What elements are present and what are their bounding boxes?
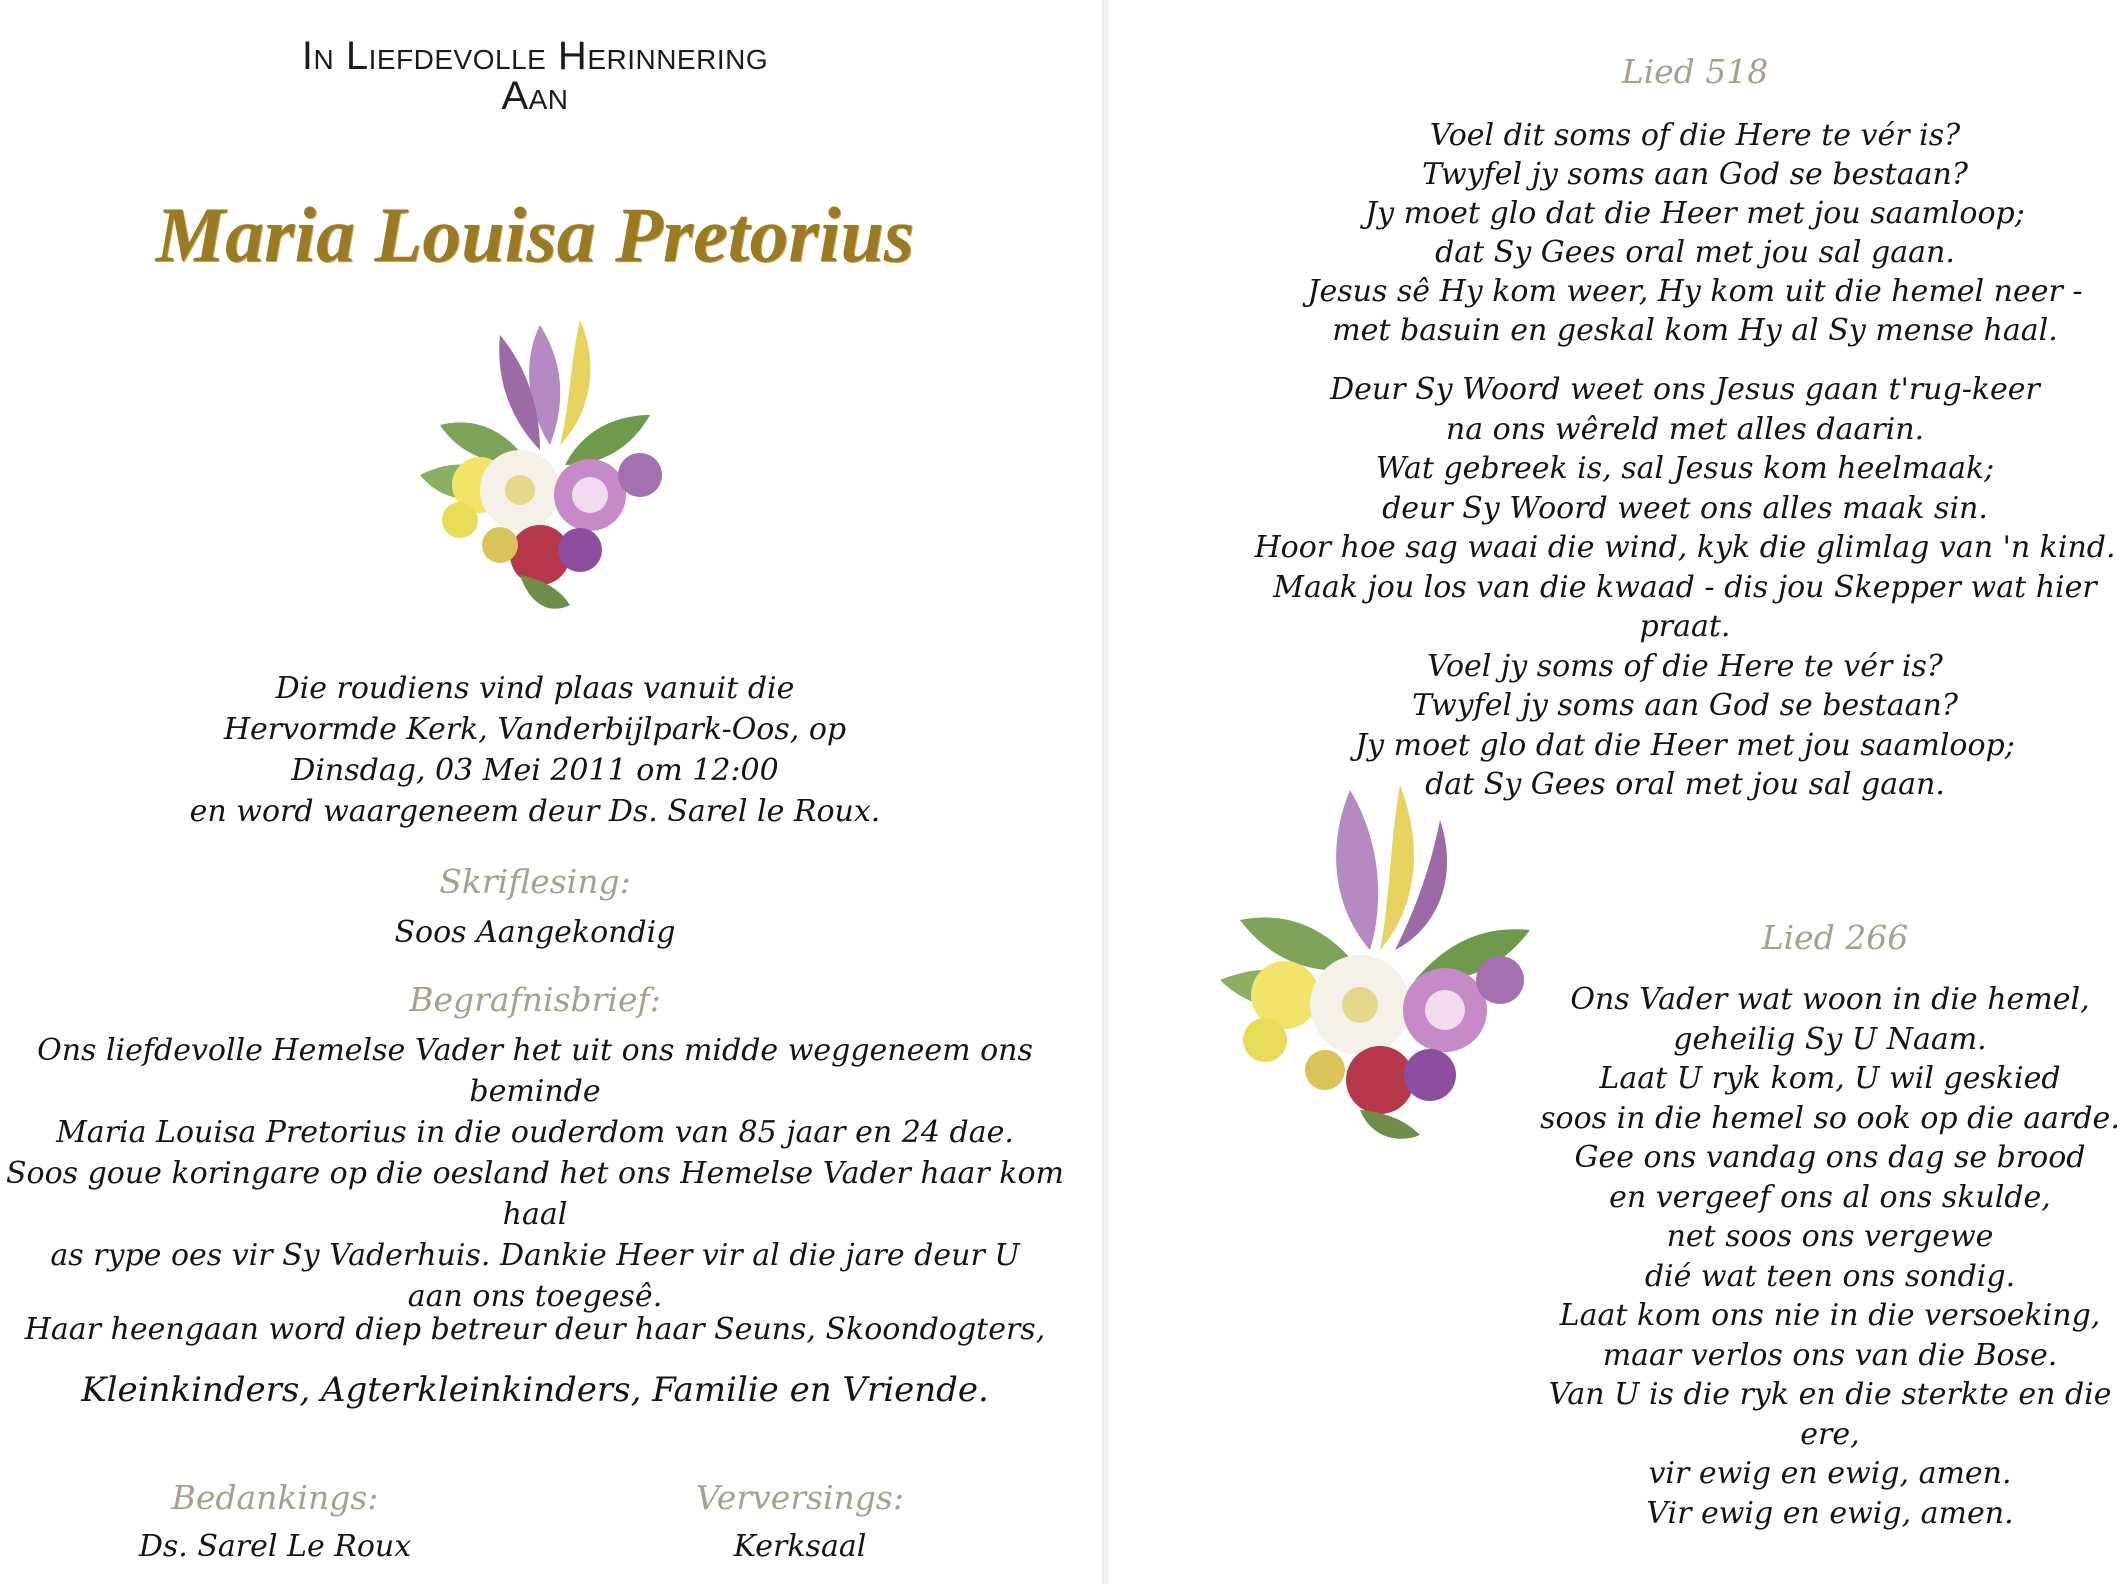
letter-line: Ons liefdevolle Hemelse Vader het uit ons midde weggeneem ons beminde: [37, 1033, 1033, 1109]
hymn-line: vir ewig en ewig, amen.: [1648, 1456, 2012, 1491]
hymn-line: soos in die hemel so ook op die aarde.: [1540, 1100, 2120, 1136]
hymn-266-title: Lied 266: [1761, 918, 1909, 957]
funeral-letter: [5, 1030, 1065, 1317]
deceased-name: Maria Louisa Pretorius: [155, 191, 915, 278]
hymn-518-verse-2: [1240, 370, 2128, 805]
hymn-518-title: Lied 518: [1621, 52, 1769, 91]
hymn-line: Voel dit soms of die Here te vér is?: [1429, 118, 1961, 153]
hymn-line: na ons wêreld met alles daarin.: [1445, 411, 1925, 447]
mourners: [20, 1300, 1050, 1420]
reading-title: Skriflesing:: [439, 862, 631, 901]
flower-bouquet-icon: [1210, 780, 1580, 1150]
hymn-line: Twyfel jy soms aan God se bestaan?: [1422, 157, 1968, 192]
hymn-line: Deur Sy Woord weet ons Jesus gaan t'rug-keer: [1330, 372, 2040, 407]
hymn-line: Hoor hoe sag waai die wind, kyk die glimlag van 'n kind.: [1254, 530, 2116, 565]
hymn-line: met basuin en geskal kom Hy al Sy mense haal.: [1332, 313, 2058, 348]
letter-line: Soos goue koringare op die oesland het ons Hemelse Vader haar kom haal: [5, 1156, 1064, 1232]
hymn-266-text: [1530, 980, 2128, 1533]
hymn-line: Gee ons vandag ons dag se brood: [1574, 1140, 2086, 1175]
hymn-line: dat Sy Gees oral met jou sal gaan.: [1435, 235, 1955, 270]
refreshments-title: Verversings:: [696, 1478, 904, 1517]
hymn-518-verse-1: [1260, 116, 2128, 350]
service-line: en word waargeneem deur Ds. Sarel le Roux.: [189, 794, 881, 829]
hymn-line: geheilig Sy U Naam.: [1673, 1021, 1987, 1057]
memorial-heading: [150, 36, 920, 116]
hymn-line: Jy moet glo dat die Heer met jou saamloop;: [1355, 727, 2015, 763]
hymn-line: Vir ewig en ewig, amen.: [1646, 1495, 2014, 1531]
hymn-line: Laat kom ons nie in die versoeking,: [1559, 1298, 2101, 1333]
service-line: Hervormde Kerk, Vanderbijlpark-Oos, op: [223, 712, 847, 747]
hymn-line: Jesus sê Hy kom weer, Hy kom uit die hemel neer -: [1307, 274, 2083, 309]
heading-line-1: In Liefdevolle Herinnering: [301, 34, 769, 78]
letter-line: Maria Louisa Pretorius in die ouderdom van 85 jaar en 24 dae.: [56, 1115, 1014, 1150]
hymn-line: dat Sy Gees oral met jou sal gaan.: [1425, 767, 1945, 802]
letter-line: as rype oes vir Sy Vaderhuis. Dankie Heer vir al die jare deur U: [50, 1238, 1020, 1273]
hymn-line: deur Sy Woord weet ons alles maak sin.: [1382, 490, 1988, 526]
hymn-line: net soos ons vergewe: [1666, 1219, 1994, 1254]
thanks-title: Bedankings:: [171, 1478, 379, 1517]
letter-title: Begrafnisbrief:: [409, 980, 661, 1019]
thanks-text: Ds. Sarel Le Roux: [138, 1529, 412, 1564]
reading-text: Soos Aangekondig: [394, 915, 676, 950]
refreshments-text: Kerksaal: [733, 1529, 867, 1564]
hymn-line: maar verlos ons van die Bose.: [1602, 1337, 2058, 1373]
hymn-line: Twyfel jy soms aan God se bestaan?: [1412, 688, 1958, 723]
hymn-line: Maak jou los van die kwaad - dis jou Skepper wat hier praat.: [1273, 569, 2097, 644]
service-line: Dinsdag, 03 Mei 2011 om 12:00: [291, 753, 779, 788]
service-line: Die roudiens vind plaas vanuit die: [275, 671, 795, 706]
hymn-line: Voel jy soms of die Here te vér is?: [1427, 648, 1943, 684]
hymn-line: dié wat teen ons sondig.: [1644, 1258, 2016, 1294]
hymn-line: Jy moet glo dat die Heer met jou saamloop;: [1365, 196, 2025, 231]
hymn-line: en vergeef ons al ons skulde,: [1609, 1179, 2051, 1215]
service-details: [60, 668, 1010, 832]
hymn-line: Wat gebreek is, sal Jesus kom heelmaak;: [1375, 451, 1995, 486]
flower-bouquet-icon: [400, 305, 690, 625]
hymn-line: Van U is die ryk en die sterkte en die ere,: [1548, 1377, 2112, 1452]
hymn-line: Laat U ryk kom, U wil geskied: [1599, 1061, 2061, 1096]
mourners-line-2: Kleinkinders, Agterkleinkinders, Familie en Vriende.: [81, 1370, 989, 1410]
letter-line: aan ons toegesê.: [407, 1279, 663, 1314]
heading-line-2: Aan: [501, 74, 569, 118]
mourners-line-1: Haar heengaan word diep betreur deur haar Seuns, Skoondogters,: [24, 1312, 1046, 1347]
hymn-line: Ons Vader wat woon in die hemel,: [1570, 982, 2090, 1017]
